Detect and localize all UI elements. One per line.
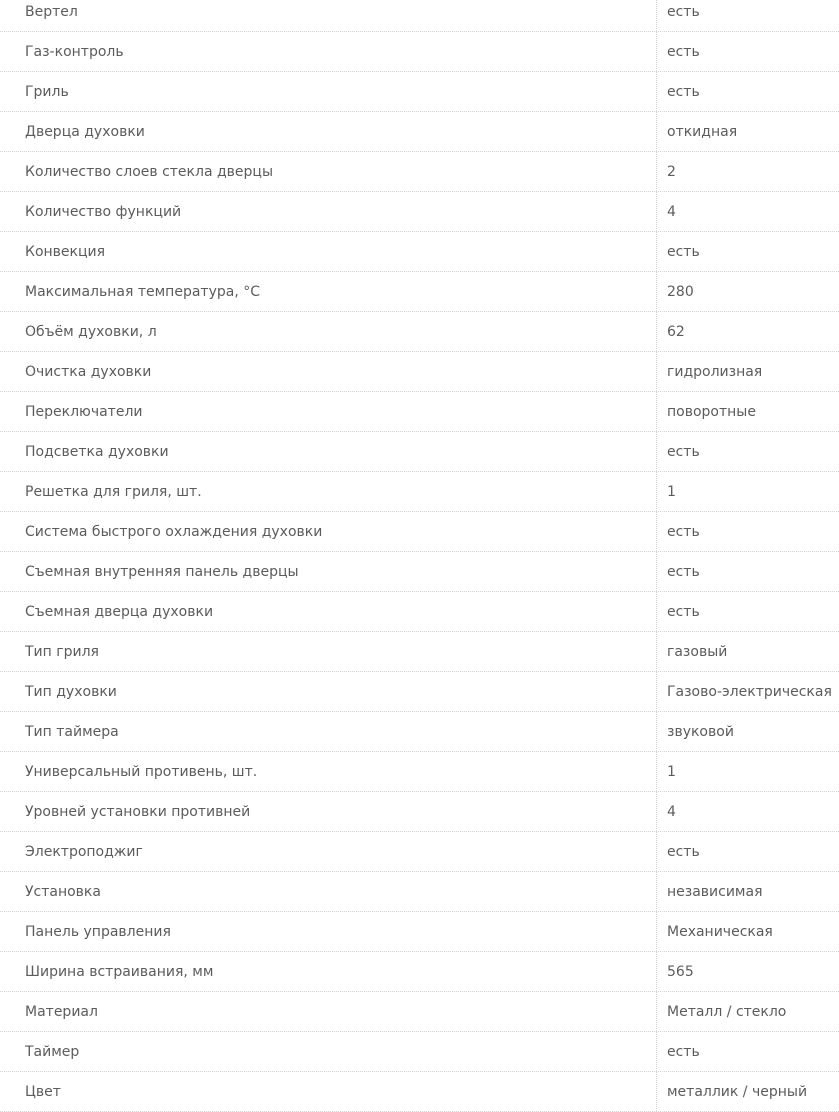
spec-row (0, 112, 839, 152)
spec-value: звуковой (667, 723, 734, 740)
spec-row (0, 512, 839, 552)
spec-value: независимая (667, 883, 763, 900)
spec-name: Дверца духовки (0, 112, 657, 151)
spec-name: Конвекция (0, 232, 657, 271)
spec-name: Переключатели (0, 392, 657, 431)
spec-name: Газ-контроль (0, 32, 657, 71)
spec-row (0, 152, 839, 192)
spec-value: гидролизная (667, 363, 763, 380)
spec-name: Уровней установки противней (0, 792, 657, 831)
spec-row (0, 1072, 839, 1112)
spec-name: Электроподжиг (0, 832, 657, 871)
spec-name: Количество функций (0, 192, 657, 231)
spec-name: Подсветка духовки (0, 432, 657, 471)
spec-row (0, 672, 839, 712)
spec-row (0, 312, 839, 352)
spec-row (0, 392, 839, 432)
spec-value: 280 (667, 283, 694, 300)
spec-row (0, 352, 839, 392)
spec-row (0, 992, 839, 1032)
spec-row (0, 232, 839, 272)
spec-value: 62 (667, 323, 685, 340)
spec-row (0, 432, 839, 472)
spec-row (0, 592, 839, 632)
spec-row (0, 192, 839, 232)
spec-row (0, 952, 839, 992)
spec-row (0, 912, 839, 952)
spec-name: Цвет (0, 1072, 657, 1111)
spec-name: Тип гриля (0, 632, 657, 671)
spec-name: Максимальная температура, °С (0, 272, 657, 311)
spec-value: есть (667, 603, 700, 620)
spec-value: есть (667, 243, 700, 260)
spec-row (0, 72, 839, 112)
spec-row (0, 272, 839, 312)
spec-name: Съемная дверца духовки (0, 592, 657, 631)
spec-name: Установка (0, 872, 657, 911)
spec-value: есть (667, 83, 700, 100)
spec-name: Материал (0, 992, 657, 1031)
spec-value: есть (667, 843, 700, 860)
spec-value: 2 (667, 163, 676, 180)
spec-value: металлик / черный (667, 1083, 808, 1100)
spec-value: газовый (667, 643, 728, 660)
spec-name: Гриль (0, 72, 657, 111)
spec-name: Универсальный противень, шт. (0, 752, 657, 791)
spec-name: Съемная внутренняя панель дверцы (0, 552, 657, 591)
spec-row (0, 472, 839, 512)
spec-value: 4 (667, 803, 676, 820)
spec-name: Тип таймера (0, 712, 657, 751)
spec-name: Объём духовки, л (0, 312, 657, 351)
spec-row (0, 832, 839, 872)
spec-value: 565 (667, 963, 694, 980)
spec-value: есть (667, 43, 700, 60)
spec-name: Количество слоев стекла дверцы (0, 152, 657, 191)
spec-name: Решетка для гриля, шт. (0, 472, 657, 511)
spec-value: 1 (667, 763, 676, 780)
spec-row (0, 632, 839, 672)
spec-value: Газово-электрическая (667, 683, 832, 700)
spec-row (0, 1032, 839, 1072)
spec-value: есть (667, 3, 700, 20)
spec-row (0, 0, 839, 32)
spec-row (0, 552, 839, 592)
spec-value: есть (667, 563, 700, 580)
spec-name: Очистка духовки (0, 352, 657, 391)
spec-value: есть (667, 443, 700, 460)
spec-row (0, 32, 839, 72)
spec-value: есть (667, 523, 700, 540)
spec-name: Вертел (0, 0, 657, 31)
spec-name: Таймер (0, 1032, 657, 1071)
spec-value: 4 (667, 203, 676, 220)
spec-value: есть (667, 1043, 700, 1060)
spec-row (0, 792, 839, 832)
spec-row (0, 752, 839, 792)
spec-value: поворотные (667, 403, 756, 420)
spec-name: Тип духовки (0, 672, 657, 711)
spec-value: Механическая (667, 923, 773, 940)
spec-value: откидная (667, 123, 738, 140)
spec-name: Ширина встраивания, мм (0, 952, 657, 991)
spec-name: Панель управления (0, 912, 657, 951)
spec-row (0, 712, 839, 752)
spec-name: Система быстрого охлаждения духовки (0, 512, 657, 551)
spec-value: Металл / стекло (667, 1003, 787, 1020)
spec-value: 1 (667, 483, 676, 500)
spec-row (0, 872, 839, 912)
